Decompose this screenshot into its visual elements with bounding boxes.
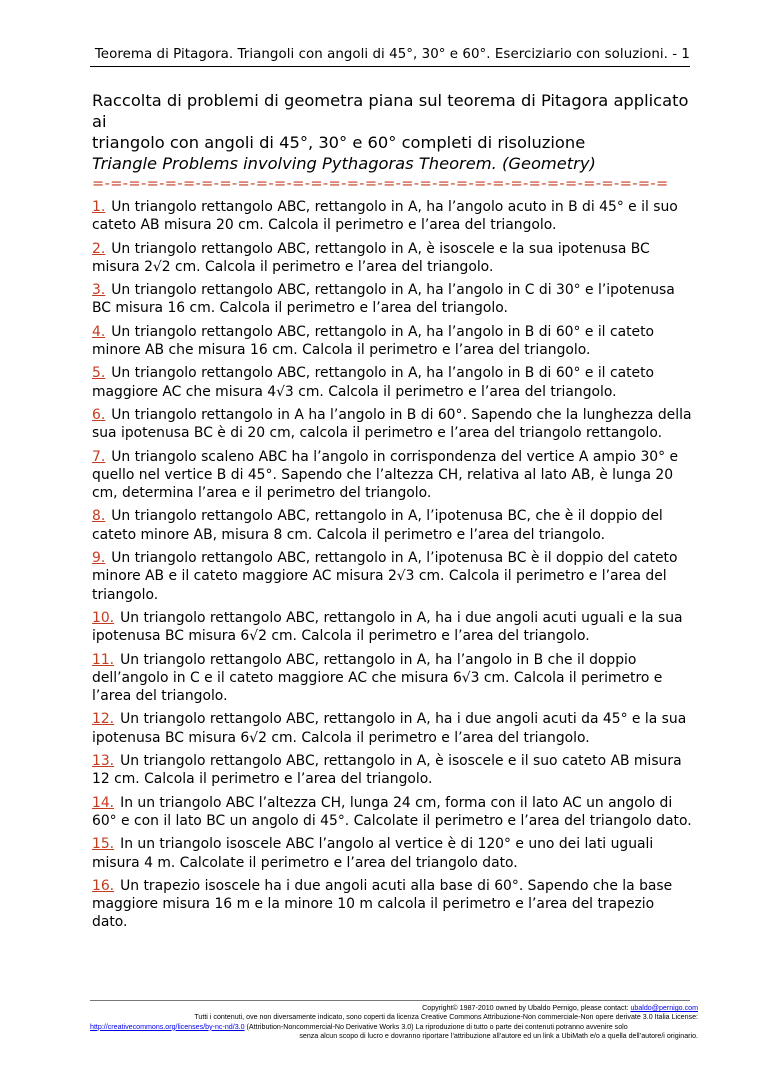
title-italian-line-1: Raccolta di problemi di geometra piana sul teorema di Pitagora applicato ai (92, 91, 689, 131)
problem-number[interactable]: 6. (92, 406, 106, 423)
footer-license-url-line (90, 1023, 698, 1032)
running-header: Teorema di Pitagora. Triangoli con angoli di 45°, 30° e 60°. Eserciziario con soluzioni. - 1 (94, 47, 690, 62)
problem-number[interactable]: 9. (92, 550, 106, 567)
problem-text: Un triangolo rettangolo in A ha l’angolo in B di 60°. Sapendo che la lunghezza della sua ipotenusa BC è di 20 cm, calcola il perimetro e l’area del triangolo rettangolo. (92, 406, 692, 442)
problem-number[interactable]: 14. (92, 794, 115, 811)
page-content (92, 90, 692, 937)
problem-text: Un triangolo rettangolo ABC, rettangolo in A, ha i due angoli acuti uguali e la sua ipotenusa BC misura 6√2 cm. Calcola il perimetro e l’area del triangolo. (92, 609, 683, 645)
decorative-divider: =-=-=-=-=-=-=-=-=-=-=-=-=-=-=-=-=-=-=-=-=-=-=-=-=-=-=-=-=-=-=-= (92, 175, 669, 192)
problem-text: Un triangolo rettangolo ABC, rettangolo in A, ha l’angolo acuto in B di 45° e il suo cateto AB misura 20 cm. Calcola il perimetro e l’area del triangolo. (92, 199, 678, 234)
problem-text: Un triangolo rettangolo ABC, rettangolo in A, è isoscele e la sua ipotenusa BC misura 2√2 cm. Calcola il perimetro e l’area del triangolo. (92, 240, 650, 275)
problem-text: Un triangolo scaleno ABC ha l’angolo in corrispondenza del vertice A ampio 30° e quello nel vertice B di 45°. Sapendo che l’altezza CH, relativa al lato AB, è lunga 20 cm, determina l’area e il perimetro del triangolo. (92, 448, 679, 502)
header-rule (90, 66, 690, 67)
license-description: (Attribution-Noncommercial-No Derivative Works 3.0) La riproduzione di tutto o parte dei contenuti potranno avvenire solo (244, 1022, 628, 1031)
problem-number[interactable]: 4. (92, 323, 106, 340)
problem-item (92, 794, 692, 831)
problem-number[interactable]: 10. (92, 609, 115, 626)
problem-item (92, 877, 692, 932)
problem-text: Un triangolo rettangolo ABC, rettangolo in A, l’ipotenusa BC è il doppio del cateto minore AB e il cateto maggiore AC misura 2√3 cm. Calcola il perimetro e l’area del triangolo. (92, 550, 678, 603)
problem-item (92, 198, 692, 235)
problem-number[interactable]: 16. (92, 877, 115, 894)
problem-text: Un triangolo rettangolo ABC, rettangolo in A, ha l’angolo in B che il doppio dell’angolo in C e il cateto maggiore AC che misura 6√3 cm. Calcola il perimetro e l’area del triangolo. (92, 651, 663, 705)
problem-item (92, 752, 692, 789)
footer-license-line: Tutti i contenuti, ove non diversamente indicato, sono coperti da licenza Creative Commons Attribuzione-Non commerciale-Non opere derivate 3.0 Italia License: (194, 1013, 698, 1022)
problem-text: Un triangolo rettangolo ABC, rettangolo in A, ha l’angolo in C di 30° e l’ipotenusa BC misura 16 cm. Calcola il perimetro e l’area del triangolo. (92, 282, 675, 317)
problem-text: Un trapezio isoscele ha i due angoli acuti alla base di 60°. Sapendo che la base maggiore misura 16 m e la minore 10 m calcola il perimetro e l’area del trapezio dato. (92, 877, 673, 931)
problem-number[interactable]: 5. (92, 365, 106, 382)
problem-item (92, 240, 692, 277)
footer (90, 1004, 698, 1041)
problem-number[interactable]: 8. (92, 508, 106, 525)
problem-text: Un triangolo rettangolo ABC, rettangolo in A, ha l’angolo in B di 60° e il cateto minore AB che misura 16 cm. Calcola il perimetro e l’area del triangolo. (92, 323, 655, 359)
problem-number[interactable]: 12. (92, 711, 115, 728)
problem-text: Un triangolo rettangolo ABC, rettangolo in A, l’ipotenusa BC, che è il doppio del cateto minore AB, misura 8 cm. Calcola il perimetro e l’area del triangolo. (92, 508, 663, 543)
problem-item (92, 448, 692, 503)
problem-item (92, 651, 692, 706)
problem-number[interactable]: 1. (92, 199, 106, 215)
problem-number[interactable]: 2. (92, 240, 106, 257)
problem-item (92, 549, 692, 604)
footer-license-last: senza alcun scopo di lucro e dovranno riportare l’attribuzione all’autore ed un link a UbiMath e/o a quella dell’autore/i originario. (299, 1031, 698, 1040)
problem-item (92, 710, 692, 747)
footer-copyright (90, 1004, 698, 1013)
problem-text: Un triangolo rettangolo ABC, rettangolo in A, ha i due angoli acuti da 45° e la sua ipotenusa BC misura 6√2 cm. Calcola il perimetro e l’area del triangolo. (92, 711, 687, 746)
problem-text: Un triangolo rettangolo ABC, rettangolo in A, è isoscele e il suo cateto AB misura 12 cm. Calcola il perimetro e l’area del triangolo. (92, 753, 682, 788)
email-link[interactable]: ubaldo@pernigo.com (630, 1004, 698, 1012)
problem-number[interactable]: 11. (92, 651, 115, 668)
title-english: Triangle Problems involving Pythagoras Theorem. (Geometry) (92, 154, 596, 173)
problem-item (92, 406, 692, 443)
footer-rule (90, 1000, 690, 1001)
problem-list (92, 198, 692, 932)
problem-number[interactable]: 15. (92, 836, 115, 853)
problem-number[interactable]: 7. (92, 448, 106, 465)
title-italian-line-2: triangolo con angoli di 45°, 30° e 60° completi di risoluzione (92, 133, 586, 152)
problem-text: In un triangolo ABC l’altezza CH, lunga 24 cm, forma con il lato AC un angolo di 60° e con il lato BC un angolo di 45°. Calcolate il perimetro e l’area del triangolo dato. (92, 794, 692, 829)
license-link[interactable]: http://creativecommons.org/licenses/by-nc-nd/3.0 (90, 1022, 245, 1031)
problem-item (92, 507, 692, 544)
problem-number[interactable]: 13. (92, 753, 115, 770)
copyright-text: Copyright© 1987-2010 owned by Ubaldo Pernigo, please contact: (422, 1004, 631, 1012)
problem-text: In un triangolo isoscele ABC l’angolo al vertice è di 120° e uno dei lati uguali misura 4 m. Calcolate il perimetro e l’area del triangolo dato. (92, 836, 654, 871)
problem-item (92, 281, 692, 318)
problem-item (92, 364, 692, 401)
problem-item (92, 323, 692, 360)
problem-number[interactable]: 3. (92, 282, 106, 299)
problem-text: Un triangolo rettangolo ABC, rettangolo in A, ha l’angolo in B di 60° e il cateto maggiore AC che misura 4√3 cm. Calcola il perimetro e l’area del triangolo. (92, 365, 655, 400)
problem-item (92, 835, 692, 872)
problem-item (92, 609, 692, 646)
